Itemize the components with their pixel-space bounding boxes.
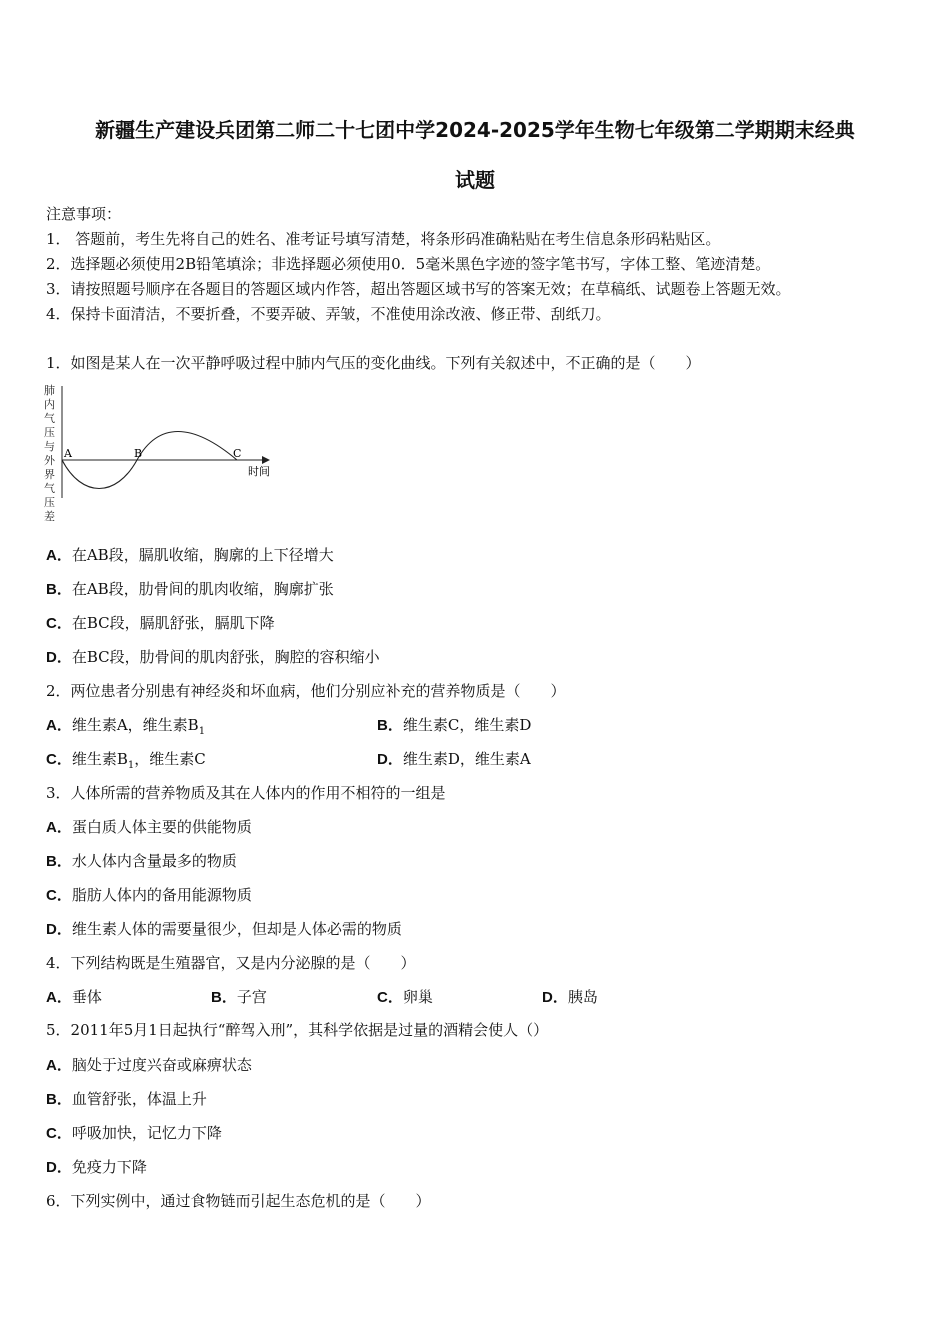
q5-option-b xyxy=(46,1088,207,1109)
q4-option-d xyxy=(542,986,598,1007)
q2-option-d xyxy=(377,748,531,769)
option-text: 血管舒张，体温上升 xyxy=(71,1090,207,1108)
question-2-stem: 2．两位患者分别患有神经炎和坏血病，他们分别应补充的营养物质是（ ） xyxy=(46,682,566,700)
q2-option-b xyxy=(377,714,531,735)
q5-option-c xyxy=(46,1122,222,1143)
question-3-stem: 3．人体所需的营养物质及其在人体内的作用不相符的一组是 xyxy=(46,784,446,802)
notice-item-2: 2．选择题必须使用2B铅笔填涂；非选择题必须使用0．5毫米黑色字迹的签字笔书写，字体工整、笔迹清楚。 xyxy=(46,255,771,273)
q2-option-c xyxy=(46,748,206,771)
option-letter: C． xyxy=(46,887,72,904)
option-text: 维生素B xyxy=(71,750,128,768)
option-letter: A． xyxy=(46,989,72,1006)
q4-option-b xyxy=(211,986,267,1007)
x-axis-label: 时间 xyxy=(248,465,270,478)
option-letter: D． xyxy=(46,1159,72,1176)
option-letter: C． xyxy=(46,615,72,632)
notice-heading: 注意事项： xyxy=(46,205,122,223)
option-text: 维生素D，维生素A xyxy=(402,750,531,768)
option-text: 蛋白质人体主要的供能物质 xyxy=(71,818,252,836)
option-letter: B． xyxy=(46,581,72,598)
ylabel-char: 气 xyxy=(44,482,55,495)
x-axis-arrow xyxy=(262,456,270,464)
q1-option-d xyxy=(46,646,380,667)
option-letter: D． xyxy=(46,649,72,666)
option-letter: B． xyxy=(377,717,403,734)
q3-option-b xyxy=(46,850,237,871)
option-text: 在BC段，膈肌舒张，膈肌下降 xyxy=(71,614,275,632)
option-text: 垂体 xyxy=(71,988,102,1006)
option-text: 在AB段，膈肌收缩，胸廓的上下径增大 xyxy=(71,546,334,564)
q3-option-d xyxy=(46,918,402,939)
ylabel-char: 界 xyxy=(44,468,55,481)
option-text: 维生素A，维生素B xyxy=(71,716,199,734)
option-subscript: 1 xyxy=(127,760,135,771)
option-text: 在BC段，肋骨间的肌肉舒张，胸腔的容积缩小 xyxy=(71,648,380,666)
question-6-stem: 6．下列实例中，通过食物链而引起生态危机的是（ ） xyxy=(46,1192,431,1210)
option-letter: C． xyxy=(377,989,403,1006)
q2-option-a xyxy=(46,714,205,737)
option-text: 在AB段，肋骨间的肌肉收缩，胸廓扩张 xyxy=(71,580,334,598)
option-text: ，维生素C xyxy=(134,750,206,768)
question-4-stem: 4．下列结构既是生殖器官，又是内分泌腺的是（ ） xyxy=(46,954,416,972)
q1-option-a xyxy=(46,544,334,565)
document-title-line2: 试题 xyxy=(455,168,495,192)
option-text: 水人体内含量最多的物质 xyxy=(71,852,237,870)
point-b-label: B xyxy=(134,447,143,460)
option-text: 卵巢 xyxy=(402,988,433,1006)
ylabel-char: 差 xyxy=(44,510,55,523)
ylabel-char: 压 xyxy=(44,426,55,439)
option-letter: B． xyxy=(46,1091,72,1108)
notice-item-3: 3．请按照题号顺序在各题目的答题区域内作答，超出答题区域书写的答案无效；在草稿纸、试题卷上答题无效。 xyxy=(46,280,791,298)
option-text: 维生素人体的需要量很少，但却是人体必需的物质 xyxy=(71,920,402,938)
point-c-label: C xyxy=(233,447,242,460)
q4-option-c xyxy=(377,986,433,1007)
notice-item-4: 4．保持卡面清洁，不要折叠，不要弄破、弄皱，不准使用涂改液、修正带、刮纸刀。 xyxy=(46,305,611,323)
option-letter: B． xyxy=(211,989,237,1006)
point-a-label: A xyxy=(64,447,72,460)
ylabel-char: 外 xyxy=(44,454,55,467)
option-letter: A． xyxy=(46,1057,72,1074)
option-text: 胰岛 xyxy=(567,988,598,1006)
option-letter: A． xyxy=(46,717,72,734)
notice-item-1: 1． 答题前，考生先将自己的姓名、准考证号填写清楚，将条形码准确粘贴在考生信息条形码粘贴区。 xyxy=(46,230,721,248)
q1-option-c xyxy=(46,612,275,633)
ylabel-char: 肺 xyxy=(44,384,55,397)
option-letter: D． xyxy=(377,751,403,768)
q5-option-a xyxy=(46,1054,252,1075)
option-letter: A． xyxy=(46,819,72,836)
option-letter: D． xyxy=(46,921,72,938)
ylabel-char: 压 xyxy=(44,496,55,509)
option-text: 脂肪人体内的备用能源物质 xyxy=(71,886,252,904)
option-text: 呼吸加快，记忆力下降 xyxy=(71,1124,222,1142)
option-letter: B． xyxy=(46,853,72,870)
pressure-graph xyxy=(40,382,280,532)
option-text: 脑处于过度兴奋或麻痹状态 xyxy=(71,1056,252,1074)
question-5-stem: 5．2011年5月1日起执行“醉驾入刑”，其科学依据是过量的酒精会使人（） xyxy=(46,1021,549,1039)
option-subscript: 1 xyxy=(198,726,206,737)
option-text: 免疫力下降 xyxy=(71,1158,147,1176)
q4-option-a xyxy=(46,986,102,1007)
q3-option-a xyxy=(46,816,252,837)
document-title-line1: 新疆生产建设兵团第二师二十七团中学2024-2025学年生物七年级第二学期期末经典 xyxy=(95,118,855,142)
q3-option-c xyxy=(46,884,252,905)
option-text: 子宫 xyxy=(236,988,267,1006)
question-1-stem: 1．如图是某人在一次平静呼吸过程中肺内气压的变化曲线。下列有关叙述中，不正确的是（ ） xyxy=(46,354,701,372)
ylabel-char: 与 xyxy=(44,440,55,453)
option-text: 维生素C，维生素D xyxy=(402,716,532,734)
option-letter: C． xyxy=(46,751,72,768)
option-letter: D． xyxy=(542,989,568,1006)
ylabel-char: 内 xyxy=(44,398,55,411)
q1-option-b xyxy=(46,578,334,599)
option-letter: A． xyxy=(46,547,72,564)
ylabel-char: 气 xyxy=(44,412,55,425)
q5-option-d xyxy=(46,1156,147,1177)
option-letter: C． xyxy=(46,1125,72,1142)
